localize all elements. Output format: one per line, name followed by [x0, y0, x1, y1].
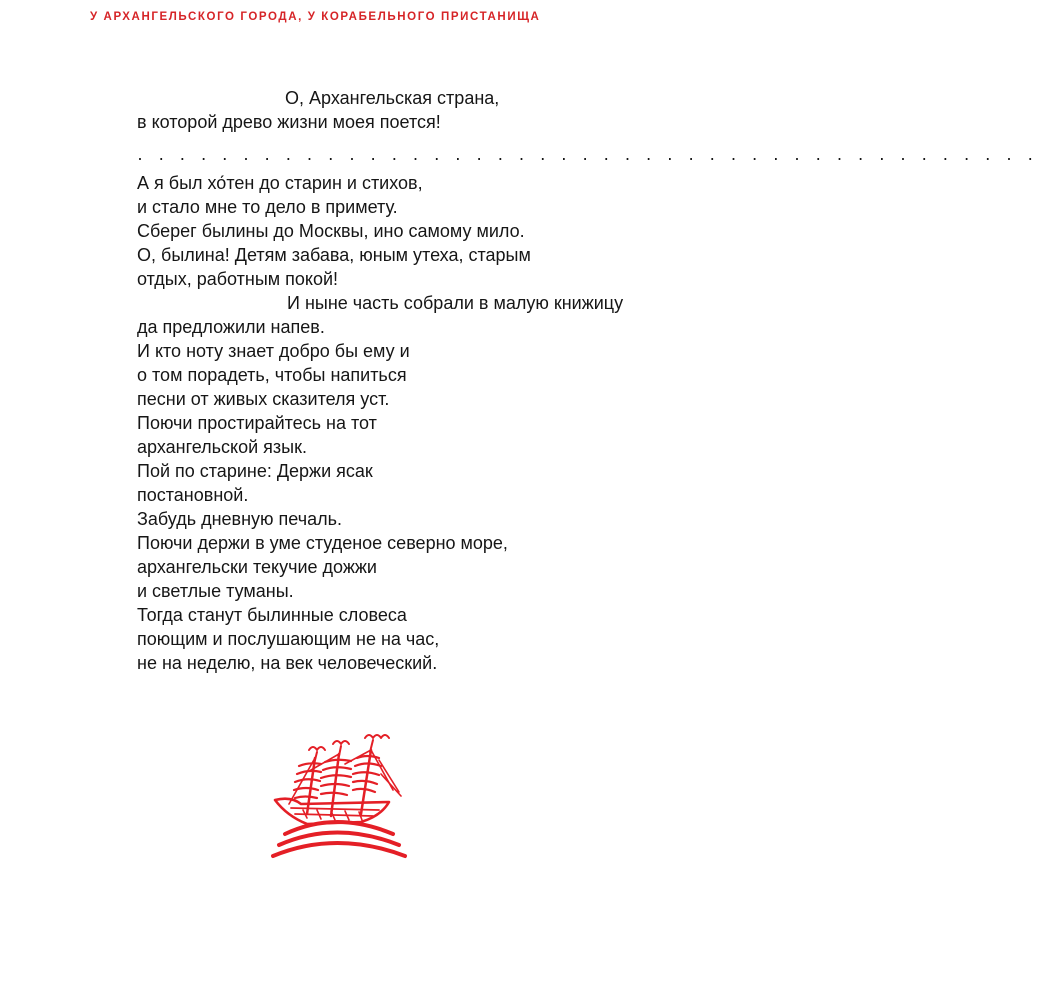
poem-line: архангельски текучие дожжи [137, 557, 377, 577]
poem-line: О, былина! Детям забава, юным утеха, старым [137, 245, 531, 265]
poem-line: А я был хо́тен до старин и стихов, [137, 173, 423, 193]
poem-line: песни от живых сказителя уст. [137, 389, 390, 409]
poem-line: И ныне часть собрали в малую книжицу [287, 293, 624, 313]
poem-line: да предложили напев. [137, 317, 325, 337]
poem-line: И кто ноту знает добро бы ему и [137, 341, 410, 361]
poem-line: постановной. [137, 485, 249, 505]
poem-line: не на неделю, на век человеческий. [137, 653, 438, 673]
running-header: У АРХАНГЕЛЬСКОГО ГОРОДА, У КОРАБЕЛЬНОГО ПРИСТАНИЩА [90, 11, 541, 23]
dotted-separator: · · · · · · · · · · · · · · · · · · · · · · · · · · · · · · · · · · · · · · · · · · · [137, 148, 1038, 168]
poem-line: Пой по старине: Держи ясак [137, 461, 373, 481]
poem-line: Тогда станут былинные словеса [137, 605, 407, 625]
poem [137, 171, 623, 675]
poem-line: Сберег былины до Москвы, ино самому мило. [137, 221, 525, 241]
poem-line: и стало мне то дело в примету. [137, 197, 398, 217]
poem-line: поющим и послушающим не на час, [137, 629, 440, 649]
poem-line: архангельской язык. [137, 437, 307, 457]
poem-line: о том порадеть, чтобы напиться [137, 365, 407, 385]
epigraph-line: О, Архангельская страна, [285, 88, 500, 108]
poem-line: и светлые туманы. [137, 581, 294, 601]
poem-line: отдых, работным покой! [137, 269, 339, 289]
epigraph-line: в которой древо жизни моея поется! [137, 112, 441, 132]
poem-line: Забудь дневную печаль. [137, 509, 342, 529]
poem-line: Поючи держи в уме студеное северно море, [137, 533, 508, 553]
sailing-ship-on-waves-icon [261, 730, 411, 860]
poem-line: Поючи простирайтесь на тот [137, 413, 377, 433]
epigraph [137, 86, 499, 134]
